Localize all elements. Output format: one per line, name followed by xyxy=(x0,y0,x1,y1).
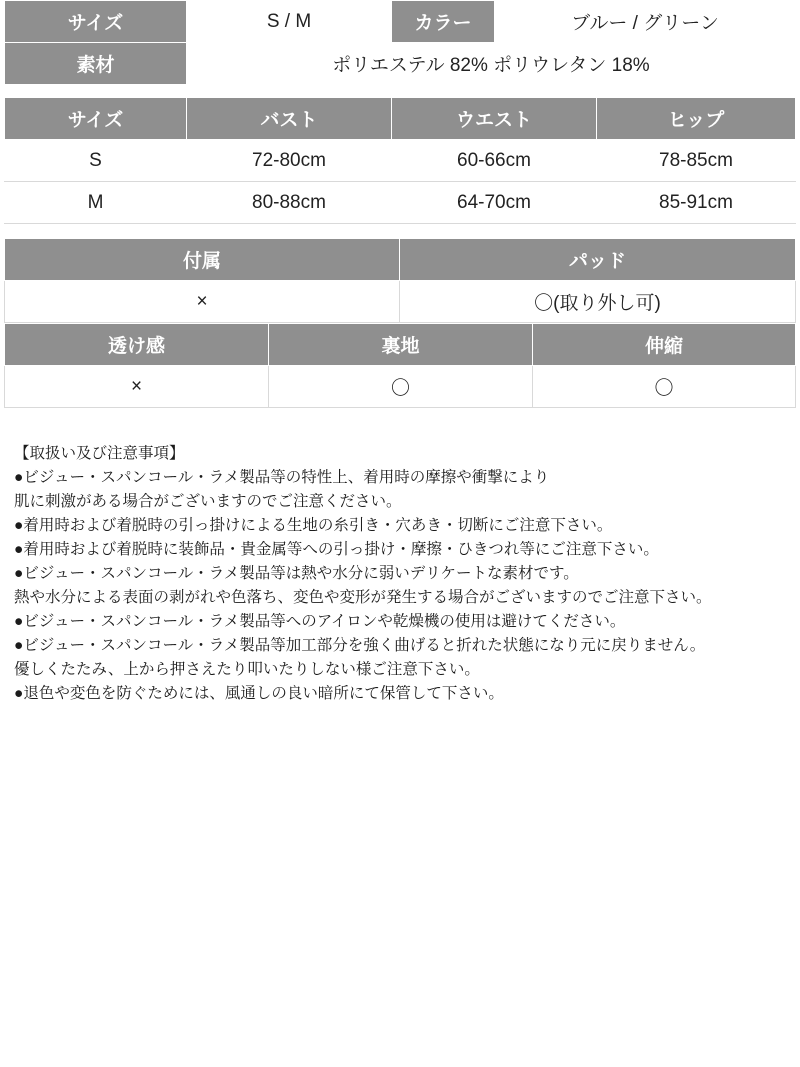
spec-value-color: ブルー / グリーン xyxy=(495,1,796,43)
care-notes-line: ●退色や変色を防ぐためには、風通しの良い暗所にて保管して下さい。 xyxy=(14,685,504,703)
size-chart-table xyxy=(4,97,796,224)
care-notes-line: ●ビジュー・スパンコール・ラメ製品等の特性上、着用時の摩擦や衝撃により xyxy=(14,469,550,487)
attach-value-accessory: × xyxy=(5,281,400,323)
table-row xyxy=(5,43,796,85)
attach-header-pad: パッド xyxy=(400,239,796,281)
size-row-s-waist: 60-66cm xyxy=(392,140,597,182)
sheer-header-lining: 裏地 xyxy=(269,324,533,366)
care-notes-line: ●ビジュー・スパンコール・ラメ製品等は熱や水分に弱いデリケートな素材です。 xyxy=(14,565,579,583)
care-notes-line: 熱や水分による表面の剥がれや色落ち、変色や変形が発生する場合がございますのでご注意下さい。 xyxy=(14,589,712,607)
table-row xyxy=(5,182,796,224)
size-col-header-size: サイズ xyxy=(5,98,187,140)
fabric-properties-table xyxy=(4,323,796,408)
spacer xyxy=(0,85,800,97)
care-notes-line: 肌に刺激がある場合がございますのでご注意ください。 xyxy=(14,493,402,511)
sheer-value-lining: 〇 xyxy=(269,366,533,408)
spec-table xyxy=(4,0,796,85)
size-row-m-label: M xyxy=(5,182,187,224)
care-notes-line: ●着用時および着脱時に装飾品・貴金属等への引っ掛け・摩擦・ひきつれ等にご注意下さい。 xyxy=(14,541,659,559)
table-header-row xyxy=(5,324,796,366)
sheer-value-stretch: 〇 xyxy=(533,366,796,408)
attachment-table xyxy=(4,238,796,323)
spec-label-size: サイズ xyxy=(5,1,187,43)
table-row xyxy=(5,281,796,323)
size-row-m-bust: 80-88cm xyxy=(187,182,392,224)
attach-header-accessory: 付属 xyxy=(5,239,400,281)
sheer-header-stretch: 伸縮 xyxy=(533,324,796,366)
size-col-header-hip: ヒップ xyxy=(597,98,796,140)
spec-value-size: S / M xyxy=(187,1,392,43)
attach-value-pad: 〇(取り外し可) xyxy=(400,281,796,323)
size-row-m-waist: 64-70cm xyxy=(392,182,597,224)
table-row xyxy=(5,366,796,408)
size-row-s-label: S xyxy=(5,140,187,182)
size-row-s-bust: 72-80cm xyxy=(187,140,392,182)
size-row-s-hip: 78-85cm xyxy=(597,140,796,182)
table-row xyxy=(5,1,796,43)
size-col-header-bust: バスト xyxy=(187,98,392,140)
sheer-value-transparency: × xyxy=(5,366,269,408)
spec-label-material: 素材 xyxy=(5,43,187,85)
table-header-row xyxy=(5,239,796,281)
table-header-row xyxy=(5,98,796,140)
spacer xyxy=(0,224,800,238)
sheer-header-transparency: 透け感 xyxy=(5,324,269,366)
size-col-header-waist: ウエスト xyxy=(392,98,597,140)
care-notes xyxy=(0,408,800,706)
care-notes-line: ●ビジュー・スパンコール・ラメ製品等へのアイロンや乾燥機の使用は避けてください。 xyxy=(14,613,626,631)
care-notes-line: ●ビジュー・スパンコール・ラメ製品等加工部分を強く曲げると折れた状態になり元に戻りません。 xyxy=(14,637,706,655)
care-notes-line: ●着用時および着脱時の引っ掛けによる生地の糸引き・穴あき・切断にご注意下さい。 xyxy=(14,517,613,535)
spec-label-color: カラー xyxy=(392,1,495,43)
spec-value-material: ポリエステル 82% ポリウレタン 18% xyxy=(187,43,796,85)
care-notes-line: 優しくたたみ、上から押さえたり叩いたりしない様ご注意下さい。 xyxy=(14,661,480,679)
table-row xyxy=(5,140,796,182)
care-notes-title: 【取扱い及び注意事項】 xyxy=(14,445,185,462)
size-row-m-hip: 85-91cm xyxy=(597,182,796,224)
